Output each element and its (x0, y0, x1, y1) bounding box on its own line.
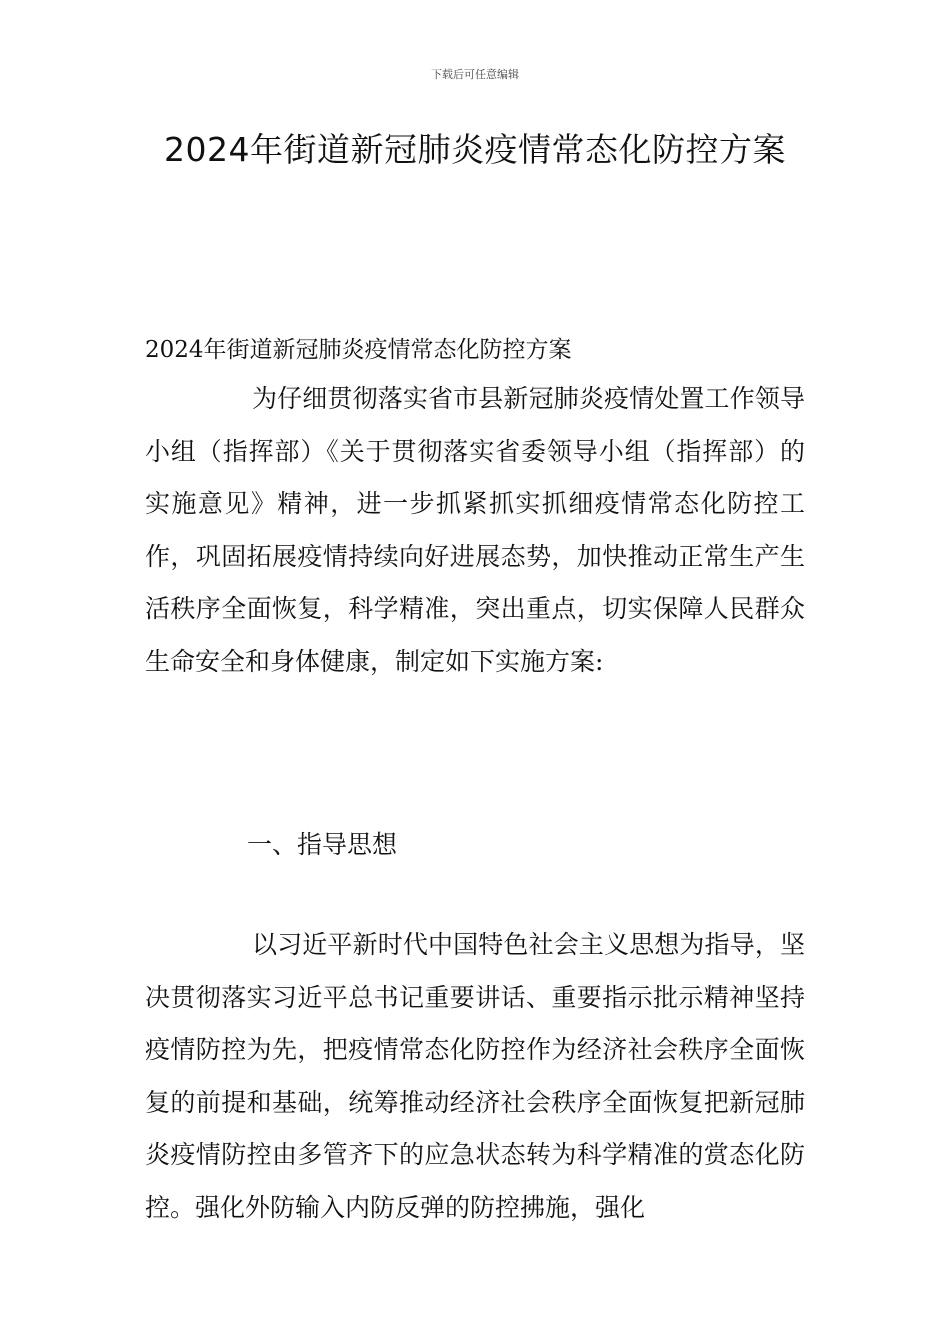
document-title: 2024年街道新冠肺炎疫情常态化防控方案 (164, 130, 786, 169)
section-heading-guiding-ideology: 一、指导思想 (247, 830, 398, 859)
intro-paragraph: 为仔细贯彻落实省市县新冠肺炎疫情处置工作领导小组（指挥部）《关于贯彻落实省委领导小组（指挥部）的实施意见》精神，进一步抓紧抓实抓细疫情常态化防控工作，巩固拓展疫情持续向好进展态势，加快推动正常生产生活秩序全面恢复，科学精准，突出重点，切实保障人民群众生命安全和身体健康，制定如下实施方案: (145, 384, 805, 676)
document-subtitle: 2024年街道新冠肺炎疫情常态化防控方案 (145, 337, 572, 363)
guiding-ideology-paragraph: 以习近平新时代中国特色社会主义思想为指导，坚决贯彻落实习近平总书记重要讲话、重要指示批示精神坚持疫情防控为先，把疫情常态化防控作为经济社会秩序全面恢复的前提和基础，统筹推动经济社会秩序全面恢复把新冠肺炎疫情防控由多管齐下的应急状态转为科学精准的赏态化防控。强化外防输入内防反弹的防控拂施，强化 (145, 930, 805, 1222)
header-note: 下载后可任意编辑 (431, 68, 519, 81)
